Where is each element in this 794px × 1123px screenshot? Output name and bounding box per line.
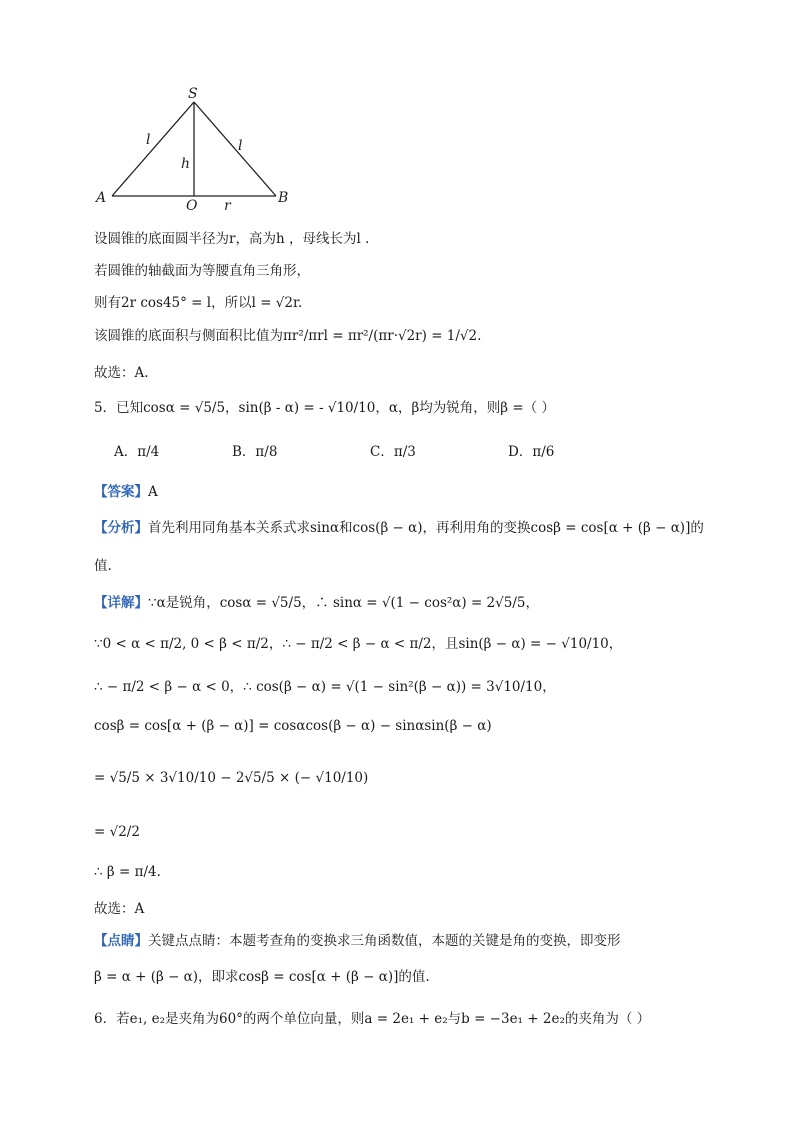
q6-number: 6． <box>94 1011 117 1027</box>
cone-cross-section-diagram <box>90 84 300 214</box>
q5-detail-2: ∵0 < α < π/2, 0 < β < π/2，∴ − π/2 < β − α < π/2，且sin(β − α) = − √10/10， <box>94 636 623 652</box>
detail-tag: 【详解】 <box>94 595 148 611</box>
prev-line-2: 若圆锥的轴截面为等腰直角三角形， <box>94 263 310 279</box>
q5-detail-4: cosβ = cos[α + (β − α)] = cosαcos(β − α) − sinαsin(β − α) <box>94 718 492 734</box>
prev-line-1: 设圆锥的底面圆半径为r，高为h ，母线长为l . <box>94 231 370 247</box>
q5-option-b: B．π/8 <box>232 444 278 460</box>
label-l-right: l <box>238 138 243 154</box>
q5-detail-1: 【详解】∵α是锐角，cosα = √5/5，∴ sinα = √(1 − cos²α) = 2√5/5， <box>94 595 539 611</box>
q5-number: 5． <box>94 400 117 416</box>
label-B: B <box>278 190 289 206</box>
q5-point: 【点睛】关键点点睛：本题考查角的变换求三角函数值，本题的关键是角的变换，即变形 <box>94 933 621 949</box>
q5-detail-6: = √2/2 <box>94 824 140 840</box>
q5-stem: 5．已知cosα = √5/5，sin(β - α) = - √10/10，α，β均为锐角，则β =（ ） <box>94 400 555 416</box>
label-S: S <box>188 86 198 102</box>
q5-conclusion: 故选：A <box>94 901 145 917</box>
q5-option-d: D．π/6 <box>508 444 555 460</box>
answer-tag: 【答案】 <box>94 484 148 500</box>
q5-detail-7: ∴ β = π/4. <box>94 864 161 880</box>
label-A: A <box>96 190 107 206</box>
label-h: h <box>181 156 191 172</box>
label-r: r <box>224 198 231 214</box>
q5-detail-5: = √5/5 × 3√10/10 − 2√5/5 × (− √10/10) <box>94 770 369 786</box>
point-tag: 【点睛】 <box>94 933 148 949</box>
q5-option-a: A．π/4 <box>114 444 160 460</box>
q5-analysis: 【分析】首先利用同角基本关系式求sinα和cos(β − α)，再利用角的变换cosβ = cos[α + (β − α)]的 <box>94 520 704 536</box>
q6-stem: 6．若e₁, e₂是夹角为60°的两个单位向量，则a = 2e₁ + e₂与b = −3e₁ + 2e₂的夹角为（ ） <box>94 1011 651 1027</box>
q5-answer: 【答案】A <box>94 484 158 500</box>
q5-option-c: C．π/3 <box>370 444 416 460</box>
q5-analysis-cont: 值. <box>94 558 112 574</box>
q5-detail-3: ∴ − π/2 < β − α < 0，∴ cos(β − α) = √(1 − sin²(β − α)) = 3√10/10， <box>94 679 556 695</box>
label-O: O <box>186 198 198 214</box>
label-l-left: l <box>146 132 151 148</box>
analysis-tag: 【分析】 <box>94 520 148 536</box>
prev-conclusion: 故选：A. <box>94 365 149 381</box>
prev-line-4: 该圆锥的底面积与侧面积比值为πr²/πrl = πr²/(πr·√2r) = 1/√2. <box>94 328 482 344</box>
prev-line-3: 则有2r cos45° = l，所以l = √2r. <box>94 295 303 311</box>
q5-point-cont: β = α + (β − α)，即求cosβ = cos[α + (β − α)]的值. <box>94 969 430 985</box>
